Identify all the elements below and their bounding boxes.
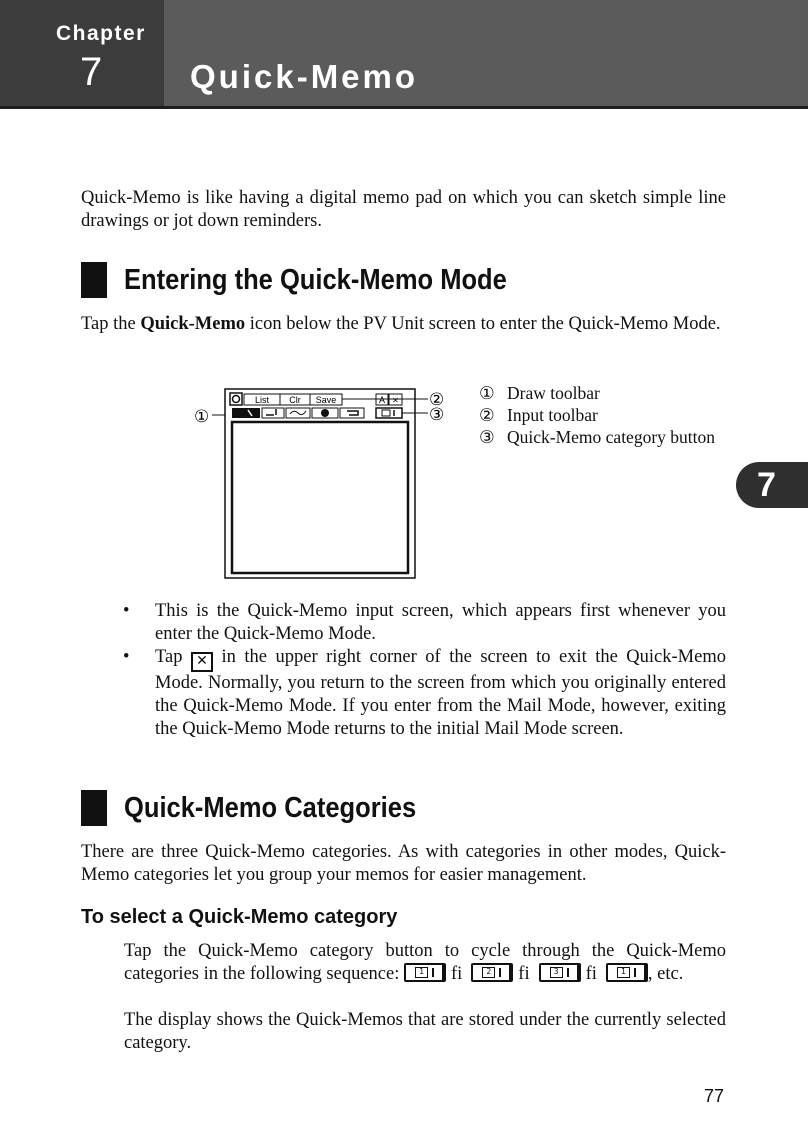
intro-paragraph: Quick-Memo is like having a digital memo pad on which you can sketch simple line drawings or jot down reminders. bbox=[81, 188, 726, 231]
chapter-label: Chapter bbox=[56, 22, 146, 45]
save-button-label: Save bbox=[315, 395, 337, 405]
bullet-icon: • bbox=[123, 601, 130, 621]
figure-callout-legend bbox=[479, 382, 719, 448]
quick-memo-term: Quick-Memo bbox=[140, 314, 246, 334]
chapter-number: 7 bbox=[80, 50, 103, 94]
section-heading-text: Entering the Quick-Memo Mode bbox=[124, 264, 507, 296]
callout-text: Draw toolbar bbox=[507, 383, 600, 403]
arrow-glyph: fi bbox=[518, 964, 530, 984]
chapter-side-tab-number: 7 bbox=[757, 466, 776, 504]
callout-number: ③ bbox=[479, 427, 495, 447]
page-title: Quick-Memo bbox=[190, 58, 419, 95]
section-marker-icon bbox=[81, 262, 107, 298]
section-marker-icon bbox=[81, 790, 107, 826]
category-1-icon: 1 bbox=[606, 963, 648, 982]
draw-toolbar bbox=[232, 408, 402, 418]
arrow-glyph: fi bbox=[585, 964, 597, 984]
callout-marker-3: ③ bbox=[429, 405, 445, 425]
section2-paragraph: There are three Quick-Memo categories. As with categories in other modes, Quick-Memo categories let you group your memos for easier management. bbox=[81, 842, 726, 885]
header-rule bbox=[0, 106, 808, 109]
callout-item bbox=[479, 426, 719, 448]
line-tool-icon[interactable] bbox=[262, 408, 284, 418]
callout-item bbox=[479, 404, 719, 426]
section1-text-suffix: icon below the PV Unit screen to enter the Quick-Memo Mode. bbox=[245, 314, 721, 334]
bullet-icon: • bbox=[123, 647, 130, 667]
list-button-label: List bbox=[254, 395, 270, 405]
sequence-text: Tap the Quick-Memo category button to cycle through the Quick-Memo categories in the following sequence: bbox=[124, 941, 726, 984]
subsection-heading: To select a Quick-Memo category bbox=[81, 906, 398, 928]
page-number: 77 bbox=[704, 1086, 725, 1106]
drawing-area[interactable] bbox=[232, 422, 408, 573]
category-1-icon: 1 bbox=[404, 963, 446, 982]
bullet-text: This is the Quick-Memo input screen, which appears first whenever you enter the Quick-Memo Mode. bbox=[155, 601, 726, 644]
callout-item bbox=[479, 382, 719, 404]
close-icon: ✕ bbox=[191, 652, 213, 672]
clr-button-label: Clr bbox=[289, 395, 301, 405]
callout-number: ② bbox=[479, 405, 495, 425]
section1-text-prefix: Tap the bbox=[81, 314, 141, 334]
callout-marker-2: ② bbox=[429, 390, 445, 410]
arrow-glyph: fi bbox=[450, 964, 463, 984]
pen-tool-icon[interactable] bbox=[232, 408, 260, 418]
category-2-icon: 2 bbox=[471, 963, 513, 982]
undo-tool-icon[interactable] bbox=[340, 408, 364, 418]
notes-bullet-list bbox=[118, 600, 726, 741]
callout-number: ① bbox=[479, 383, 495, 403]
category-sequence-paragraph bbox=[124, 940, 726, 986]
sequence-text-end: , etc. bbox=[647, 964, 684, 984]
bullet-text-suffix: in the upper right corner of the screen to exit the Quick-Memo Mode. Normally, you return to the screen from which you originally entered the Quick-Memo Mode. If you enter from the Mail Mode, however, exiting the Quick-Memo Mode returns to the initial Mail Mode screen. bbox=[155, 647, 726, 739]
input-a-label: A bbox=[378, 395, 386, 405]
category-display-paragraph: The display shows the Quick-Memos that are stored under the currently selected category. bbox=[124, 1010, 726, 1053]
callout-marker-1: ① bbox=[194, 407, 210, 427]
chapter-side-tab bbox=[736, 462, 808, 508]
quick-memo-screen-figure bbox=[192, 384, 452, 582]
section-heading-text: Quick-Memo Categories bbox=[124, 792, 417, 824]
category-3-icon: 3 bbox=[539, 963, 581, 982]
list-item bbox=[118, 600, 726, 646]
callout-text: Input toolbar bbox=[507, 405, 598, 425]
close-icon: ✕ bbox=[392, 396, 399, 405]
section1-paragraph bbox=[81, 313, 726, 336]
callout-text: Quick-Memo category button bbox=[507, 427, 716, 447]
bullet-text-prefix: Tap bbox=[155, 647, 191, 667]
list-item bbox=[118, 646, 726, 741]
